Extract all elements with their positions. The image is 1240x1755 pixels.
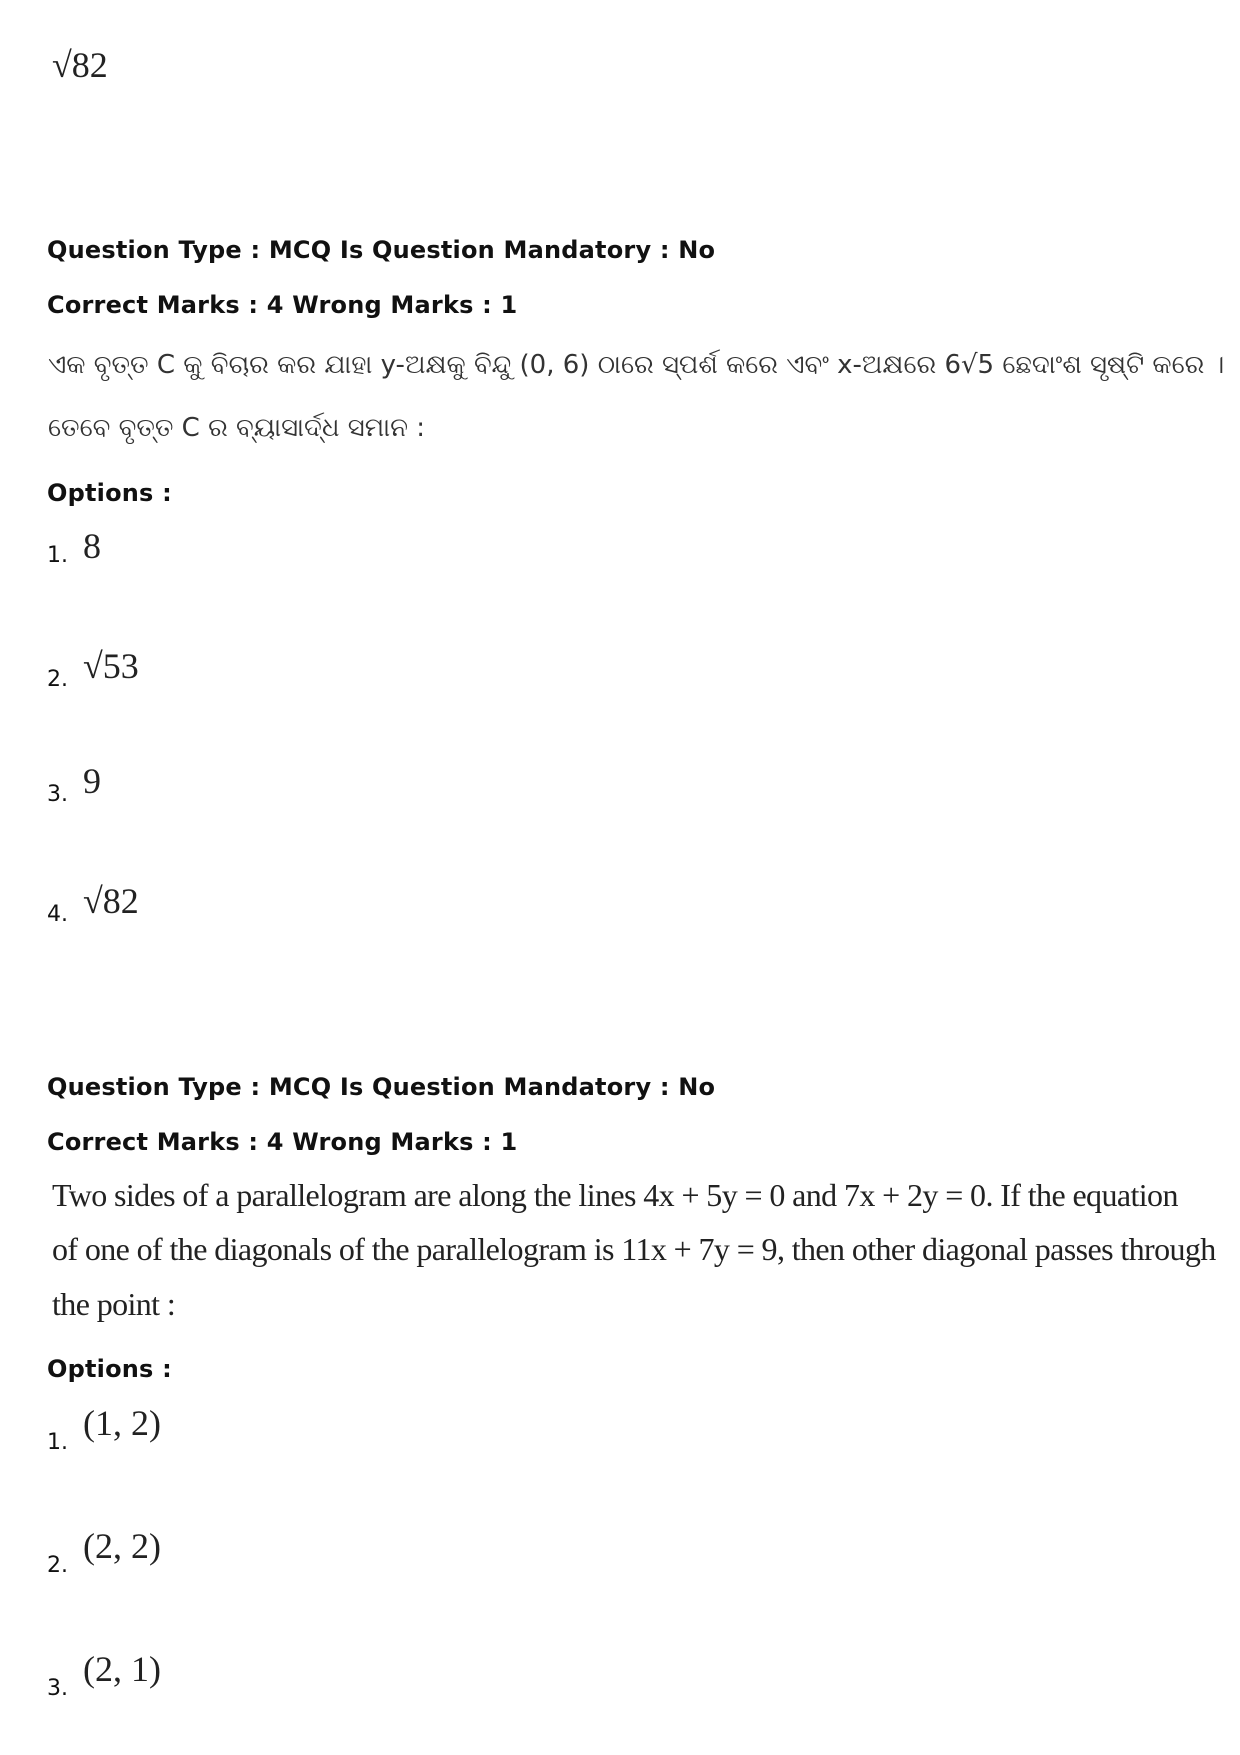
question-text-line-1: ଏକ ବୃତ୍ତ C କୁ ବିଚାର କର ଯାହା y-ଅକ୍ଷକୁ ବିନ୍ଦୁ (0, 6) ଠାରେ ସ୍ପର୍ଶ କରେ ଏବଂ x-ଅକ୍ଷରେ 6√5 ଛେଦାଂଶ ସୃଷ୍ଟି କରେ ।	[48, 350, 1225, 380]
option-number: 2.	[47, 1553, 68, 1578]
option-value: 9	[83, 761, 101, 801]
question-type-line: Question Type : MCQ Is Question Mandatory : No	[47, 1073, 716, 1101]
option-number: 3.	[47, 1676, 68, 1701]
option-value: √82	[83, 881, 139, 921]
previous-answer-fragment: √82	[52, 45, 108, 85]
question-text-line-2: of one of the diagonals of the parallelogram is 11x + 7y = 9, then other diagonal passes through	[52, 1231, 1216, 1267]
option-number: 3.	[47, 782, 68, 807]
options-label: Options :	[47, 479, 172, 507]
option-number: 1.	[47, 543, 68, 568]
options-label: Options :	[47, 1355, 172, 1383]
option-number: 4.	[47, 902, 68, 927]
option-value: √53	[83, 646, 139, 686]
marks-line: Correct Marks : 4 Wrong Marks : 1	[47, 291, 518, 319]
option-value: (2, 2)	[83, 1526, 161, 1566]
option-number: 2.	[47, 667, 68, 692]
option-value: (1, 2)	[83, 1403, 161, 1443]
option-value: 8	[83, 526, 101, 566]
option-value: (2, 1)	[83, 1649, 161, 1689]
question-text-line-1: Two sides of a parallelogram are along the lines 4x + 5y = 0 and 7x + 2y = 0. If the equation	[52, 1177, 1178, 1213]
question-text-line-2: ତେବେ ବୃତ୍ତ C ର ବ୍ୟାସାର୍ଦ୍ଧ ସମାନ :	[48, 413, 426, 443]
question-text-line-3: the point :	[52, 1286, 176, 1322]
question-type-line: Question Type : MCQ Is Question Mandatory : No	[47, 236, 716, 264]
option-number: 1.	[47, 1430, 68, 1455]
marks-line: Correct Marks : 4 Wrong Marks : 1	[47, 1128, 518, 1156]
